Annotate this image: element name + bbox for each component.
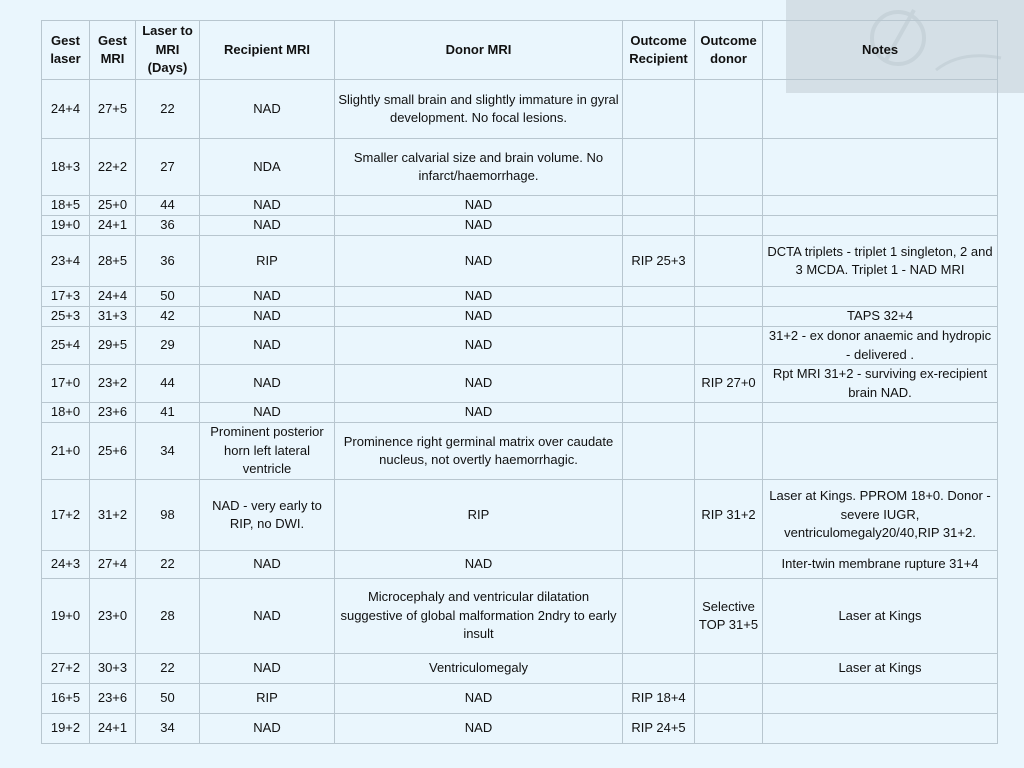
table-cell: NAD xyxy=(200,216,335,236)
table-cell xyxy=(763,403,998,423)
table-cell: 23+6 xyxy=(90,684,136,714)
table-cell: NAD xyxy=(335,236,623,287)
table-cell: 25+4 xyxy=(42,327,90,365)
table-cell: 23+2 xyxy=(90,365,136,403)
table-cell: 36 xyxy=(136,216,200,236)
table-cell: NAD xyxy=(200,714,335,744)
table-cell xyxy=(763,196,998,216)
table-cell: Ventriculomegaly xyxy=(335,654,623,684)
table-cell: 19+0 xyxy=(42,579,90,654)
table-cell: 17+0 xyxy=(42,365,90,403)
table-cell xyxy=(623,423,695,480)
table-cell: NAD xyxy=(200,307,335,327)
table-cell: 27+2 xyxy=(42,654,90,684)
table-cell xyxy=(623,80,695,139)
table-cell: RIP 27+0 xyxy=(695,365,763,403)
table-cell xyxy=(695,216,763,236)
table-cell: Selective TOP 31+5 xyxy=(695,579,763,654)
table-row xyxy=(42,365,998,403)
table-cell xyxy=(623,287,695,307)
table-cell xyxy=(623,403,695,423)
table-row xyxy=(42,139,998,196)
table-cell: 31+2 - ex donor anaemic and hydropic - delivered . xyxy=(763,327,998,365)
table-cell: 44 xyxy=(136,196,200,216)
table-cell: Prominence right germinal matrix over caudate nucleus, not overtly haemorrhagic. xyxy=(335,423,623,480)
table-cell: 22+2 xyxy=(90,139,136,196)
table-cell: NAD xyxy=(335,307,623,327)
table-cell: NAD xyxy=(200,365,335,403)
table-row xyxy=(42,327,998,365)
table-cell: 23+4 xyxy=(42,236,90,287)
table-cell: 25+0 xyxy=(90,196,136,216)
table-cell: NAD xyxy=(335,551,623,579)
table-cell xyxy=(695,80,763,139)
table-cell: 28+5 xyxy=(90,236,136,287)
column-header: Donor MRI xyxy=(335,21,623,80)
table-cell: 22 xyxy=(136,654,200,684)
table-cell xyxy=(623,216,695,236)
table-cell xyxy=(623,551,695,579)
table-cell: RIP 18+4 xyxy=(623,684,695,714)
table-cell: 23+6 xyxy=(90,403,136,423)
table-cell: NAD - very early to RIP, no DWI. xyxy=(200,480,335,551)
table-cell: RIP 31+2 xyxy=(695,480,763,551)
table-cell xyxy=(695,327,763,365)
table-cell: Prominent posterior horn left lateral ventricle xyxy=(200,423,335,480)
table-row xyxy=(42,216,998,236)
table-cell: 24+1 xyxy=(90,714,136,744)
table-cell xyxy=(695,196,763,216)
table-cell: RIP xyxy=(200,684,335,714)
table-cell: NAD xyxy=(335,216,623,236)
table-cell xyxy=(623,327,695,365)
table-cell: 22 xyxy=(136,80,200,139)
table-cell: 17+3 xyxy=(42,287,90,307)
table-cell xyxy=(695,684,763,714)
table-cell: 23+0 xyxy=(90,579,136,654)
table-row xyxy=(42,196,998,216)
table-row xyxy=(42,480,998,551)
table-cell: NAD xyxy=(335,403,623,423)
table-cell xyxy=(763,216,998,236)
table-cell: 31+2 xyxy=(90,480,136,551)
table-row xyxy=(42,403,998,423)
table-cell xyxy=(695,423,763,480)
table-row xyxy=(42,236,998,287)
table-cell: 24+1 xyxy=(90,216,136,236)
table-cell xyxy=(623,654,695,684)
table-cell: 27+4 xyxy=(90,551,136,579)
table-row xyxy=(42,579,998,654)
table-cell: 24+3 xyxy=(42,551,90,579)
table-cell: 42 xyxy=(136,307,200,327)
table-cell xyxy=(763,139,998,196)
table-cell xyxy=(623,196,695,216)
table-cell: 18+3 xyxy=(42,139,90,196)
column-header: Recipient MRI xyxy=(200,21,335,80)
table-row xyxy=(42,307,998,327)
table-cell: NAD xyxy=(200,80,335,139)
table-cell xyxy=(695,139,763,196)
table-cell: 16+5 xyxy=(42,684,90,714)
table-cell xyxy=(763,80,998,139)
table-cell: NAD xyxy=(335,327,623,365)
table-cell: NAD xyxy=(200,579,335,654)
table-cell: 31+3 xyxy=(90,307,136,327)
table-cell: 18+5 xyxy=(42,196,90,216)
table-cell: RIP 25+3 xyxy=(623,236,695,287)
column-header: Notes xyxy=(763,21,998,80)
table-cell: RIP xyxy=(335,480,623,551)
table-cell: 34 xyxy=(136,423,200,480)
table-cell: 29+5 xyxy=(90,327,136,365)
table-cell: Smaller calvarial size and brain volume. No infarct/haemorrhage. xyxy=(335,139,623,196)
table-cell: NAD xyxy=(200,287,335,307)
table-cell: Rpt MRI 31+2 - surviving ex-recipient brain NAD. xyxy=(763,365,998,403)
table-cell: NAD xyxy=(200,327,335,365)
table-cell: DCTA triplets - triplet 1 singleton, 2 and 3 MCDA. Triplet 1 - NAD MRI xyxy=(763,236,998,287)
table-cell: 19+2 xyxy=(42,714,90,744)
table-cell: 29 xyxy=(136,327,200,365)
table-row xyxy=(42,684,998,714)
table-cell: NAD xyxy=(335,287,623,307)
table-cell: 44 xyxy=(136,365,200,403)
table-cell: 34 xyxy=(136,714,200,744)
table-cell: 24+4 xyxy=(42,80,90,139)
table-cell: NAD xyxy=(335,684,623,714)
table-cell: 22 xyxy=(136,551,200,579)
table-cell: 17+2 xyxy=(42,480,90,551)
table-cell: 27+5 xyxy=(90,80,136,139)
table-cell xyxy=(695,287,763,307)
table-cell: RIP xyxy=(200,236,335,287)
table-cell xyxy=(763,423,998,480)
table-cell: 50 xyxy=(136,287,200,307)
table-cell xyxy=(695,236,763,287)
table-row xyxy=(42,80,998,139)
table-cell xyxy=(695,403,763,423)
table-cell: Laser at Kings xyxy=(763,579,998,654)
table-cell: Microcephaly and ventricular dilatation suggestive of global malformation 2ndry to early insult xyxy=(335,579,623,654)
column-header: Outcome donor xyxy=(695,21,763,80)
table-cell xyxy=(695,307,763,327)
table-cell: NDA xyxy=(200,139,335,196)
table-cell: NAD xyxy=(200,654,335,684)
column-header: Gest MRI xyxy=(90,21,136,80)
table-cell: 25+3 xyxy=(42,307,90,327)
table-cell: TAPS 32+4 xyxy=(763,307,998,327)
table-cell: Laser at Kings. PPROM 18+0. Donor - severe IUGR, ventriculomegaly20/40,RIP 31+2. xyxy=(763,480,998,551)
table-cell: NAD xyxy=(335,196,623,216)
table-cell: 24+4 xyxy=(90,287,136,307)
table-row xyxy=(42,287,998,307)
table-cell: 25+6 xyxy=(90,423,136,480)
table-cell: 98 xyxy=(136,480,200,551)
table-cell xyxy=(763,714,998,744)
results-table xyxy=(41,20,998,744)
table-cell: 18+0 xyxy=(42,403,90,423)
table-cell: NAD xyxy=(200,551,335,579)
table-cell xyxy=(623,579,695,654)
table-cell: NAD xyxy=(335,365,623,403)
table-cell: Laser at Kings xyxy=(763,654,998,684)
column-header: Laser to MRI (Days) xyxy=(136,21,200,80)
table-cell: Slightly small brain and slightly immature in gyral development. No focal lesions. xyxy=(335,80,623,139)
column-header: Outcome Recipient xyxy=(623,21,695,80)
table-cell: 41 xyxy=(136,403,200,423)
table-cell: 21+0 xyxy=(42,423,90,480)
table-cell xyxy=(763,684,998,714)
table-row xyxy=(42,423,998,480)
table-cell xyxy=(623,307,695,327)
table-cell: 28 xyxy=(136,579,200,654)
table-cell xyxy=(623,365,695,403)
header-row xyxy=(42,21,998,80)
table-cell: Inter-twin membrane rupture 31+4 xyxy=(763,551,998,579)
table-cell: NAD xyxy=(200,403,335,423)
table-cell xyxy=(695,654,763,684)
table-cell: RIP 24+5 xyxy=(623,714,695,744)
table-cell xyxy=(695,551,763,579)
table-cell xyxy=(763,287,998,307)
table-cell xyxy=(623,139,695,196)
column-header: Gest laser xyxy=(42,21,90,80)
table-cell: 36 xyxy=(136,236,200,287)
table-cell xyxy=(695,714,763,744)
table-row xyxy=(42,551,998,579)
table-row xyxy=(42,654,998,684)
table-cell: NAD xyxy=(335,714,623,744)
table-row xyxy=(42,714,998,744)
table-cell: 30+3 xyxy=(90,654,136,684)
table-cell xyxy=(623,480,695,551)
table-cell: 27 xyxy=(136,139,200,196)
table-cell: NAD xyxy=(200,196,335,216)
table-cell: 50 xyxy=(136,684,200,714)
table-cell: 19+0 xyxy=(42,216,90,236)
